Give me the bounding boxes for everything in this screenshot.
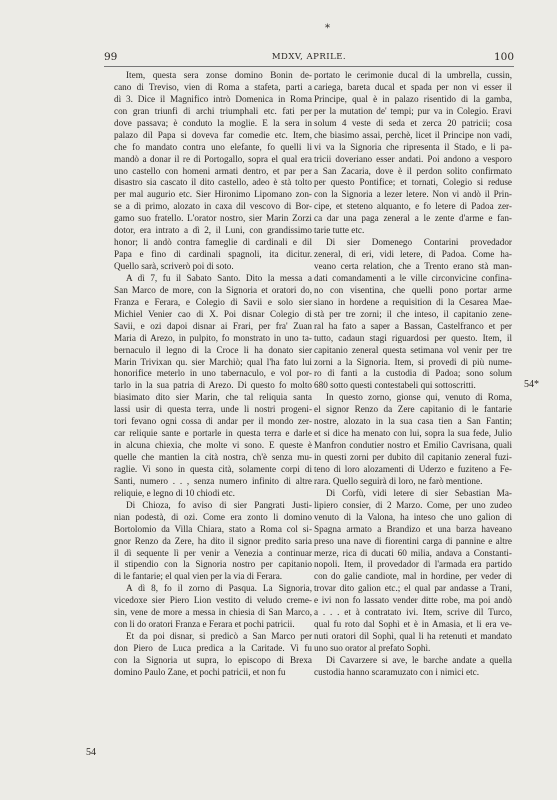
text-line: Quello sarà, scriverò poi di soto. bbox=[114, 261, 234, 271]
text-line: di le fantarie; el qual vien per la via di Ferara. bbox=[114, 571, 283, 582]
text-line: et si dice ha menato con lui, sopra la sua fede, Julio bbox=[314, 428, 512, 439]
text-line: Papa e fino di cardinali spagnoli, ita dicitur. bbox=[114, 249, 312, 260]
text-line: venuto di la Valona, ha inteso che uno galion di bbox=[314, 511, 512, 522]
text-line: lassi usir di questa terra, unde li nostri progeni- bbox=[114, 404, 312, 415]
text-line: bernaculo il legno di la Croce li ha donato sier bbox=[114, 344, 312, 355]
text-line: gnor Renzo da Zere, ha dito il signor predito saria bbox=[114, 535, 312, 546]
text-line: nostre, alozato in la sua casa tien a San Fantin; bbox=[314, 416, 512, 427]
text-line: biasimato dito sier Marin, che tal reliquia santa bbox=[114, 392, 312, 403]
text-line: ca dar una paga zeneral a le zente d'arme e fan- bbox=[314, 213, 512, 224]
text-line: tricii doveriano esser andati. Poi andono a vesporo bbox=[314, 153, 512, 164]
text-line: nian podestà, di ozi. Come era zonto li domino bbox=[114, 511, 312, 522]
text-line: 680 sotto questi contestabeli qui sottoscritti. bbox=[314, 380, 476, 391]
text-line: a . . . et à contratato ivi. Item, scrive dil Turco, bbox=[314, 607, 512, 618]
text-line: reliquie, e legno di 10 chiodi etc. bbox=[114, 487, 235, 498]
text-line: A dì 8, fo il zorno di Pasqua. La Signoria, bbox=[126, 583, 312, 594]
text-line: con la Signoria a lezer letere. Non vi andò il Prin- bbox=[314, 189, 512, 200]
text-line: se a dì primo, alozato in caxa dil vescovo di Bor- bbox=[114, 201, 312, 212]
text-line: Di Corfù, vidi letere di sier Sebastian Ma- bbox=[326, 487, 512, 498]
text-line: vi va la Signoria che ripresenta il Stado, e li pa- bbox=[314, 141, 512, 152]
text-line: Principe, qual è in palazo risentido di la gamba, bbox=[314, 93, 512, 104]
text-line: in alcuna chiexia, che molte vi sono. E queste è bbox=[114, 440, 312, 451]
text-line: uno castello con homeni armati dentro, et par per bbox=[114, 165, 312, 176]
text-line: trovar dito galion etc.; el qual par andasse a Trani, bbox=[314, 583, 512, 594]
text-line: zeneral, di eri, vidi letere, di Padoa. Come ha- bbox=[314, 249, 512, 260]
text-line: tarie tutte etc. bbox=[314, 225, 365, 236]
text-line: domino Paulo Zane, et pochi patricii, et non fu bbox=[114, 666, 286, 677]
text-line: raglie. Vi sono in questa cità, solamente corpi di bbox=[114, 463, 312, 474]
text-line: ro di fanti a la custodia di Padoa; sono solum bbox=[314, 368, 512, 379]
text-line: Et da poi disnar, si predicò a San Marco per bbox=[126, 631, 312, 642]
text-line: con li do oratori Franza e Ferara et pochi patricii. bbox=[114, 619, 295, 630]
text-line: Di Cavarzere si ave, le barche andate a quella bbox=[326, 654, 512, 665]
text-line: no con visentina, che quelli pono portar arme bbox=[314, 284, 512, 295]
text-line: sin, vene de more a messa in chiesia di San Marco, bbox=[114, 607, 312, 618]
text-line: zorni a la Signoria. Item, si provedi di più nume- bbox=[314, 356, 512, 367]
text-line: preso una nave di fiorentini carga di pannine e altre bbox=[314, 535, 512, 546]
text-line: e ivi non fo lassato vender ditte robe, ma poi andò bbox=[314, 595, 512, 606]
text-line: dì 3. Dice il Magnifico intrò Domenica in Roma bbox=[114, 93, 312, 104]
text-line: Spagna armato a Brandizo et una barza haveano bbox=[314, 523, 512, 534]
text-line: teno di loro alozamenti di Uderzo e fuziteno a Fe- bbox=[314, 463, 512, 474]
text-line: merze, rica di ducati 60 milia, andava a Constanti- bbox=[314, 547, 512, 558]
top-mark: * bbox=[325, 23, 330, 34]
text-line: in questi zorni per dubito dil capitanio zeneral fuzi- bbox=[314, 452, 512, 462]
text-line: Di sier Domenego Contarini provedador bbox=[326, 237, 512, 248]
text-line: per mal augurio etc. Sier Hironimo Lipomano zon- bbox=[114, 189, 312, 200]
text-line: palazo dil Papa si doveva far comedie etc. Item, bbox=[114, 129, 312, 140]
text-line: honorifice meterlo in uno tabernaculo, e vol por- bbox=[114, 368, 312, 379]
header-rule bbox=[104, 66, 514, 67]
right-page-number: 100 bbox=[493, 51, 514, 63]
text-line: car reliquie sante e portarle in questa terra e darle bbox=[114, 428, 312, 439]
text-line: che fo mandato contra uno elefante, fo quelli li bbox=[114, 141, 312, 152]
text-line: con do galie candiote, mal in hordine, per veder di bbox=[314, 571, 512, 582]
right-text-column bbox=[314, 70, 512, 679]
text-line: veano certa relation, che a Trento erano stà man- bbox=[314, 261, 512, 271]
text-line: A dì 7, fu il Sabato Santo. Dito la messa a bbox=[126, 272, 312, 283]
text-line: capitanio zeneral questa setimana vol venir per tre bbox=[314, 344, 512, 355]
text-line: lipiero consier, di 2 Marzo. Come, per uno zudeo bbox=[314, 499, 512, 510]
text-line: dotor, era intrato a dì 2, il Luni, con grandissimo bbox=[114, 225, 312, 236]
margin-number-right: 54* bbox=[524, 379, 539, 390]
text-line: con la Signoria ut supra, lo episcopo di Brexa bbox=[114, 654, 312, 665]
text-line: Michiel Venier cao di X. Poi disnar Colegio di bbox=[114, 308, 312, 319]
text-line: Bortolomio da Villa Chiara, stato a Roma col si- bbox=[114, 523, 312, 534]
text-line: Marin Trivixan qu. sier Marchiò; qual l'ha fato lui bbox=[114, 356, 312, 367]
text-line: ral ha fato a saper a Bassan, Castelfranco et per bbox=[314, 320, 512, 331]
text-line: per questo Pontifice; et tornati, Colegio si reduse bbox=[314, 177, 512, 188]
text-line: dati comandamenti a le ville circonvicine confina- bbox=[314, 272, 512, 283]
text-line: mandò a donar il re di Portogallo, sopra el qual era bbox=[114, 153, 312, 164]
text-line: rara. Quello seguirà di loro, ne farò mentione. bbox=[314, 475, 483, 486]
text-line: San Marco de more, con la Signoria et oratori do, bbox=[114, 284, 312, 295]
text-line: Santi, numero . . , senza numero infinito di altre bbox=[114, 475, 312, 486]
text-line: gamo suo fratello. L'orator nostro, sier Marin Zorzi bbox=[114, 213, 312, 224]
text-line: per la mutation de' tempi; pur va in Colegio. Eravi bbox=[314, 105, 512, 116]
text-line: uno suo orator al prefato Sophì. bbox=[314, 643, 431, 653]
text-line: el signor Renzo da Zere capitanio di le fantarie bbox=[314, 404, 512, 415]
text-line: il dì sequente lì per venir a Venezia a continuar bbox=[114, 547, 312, 558]
text-line: custodia hanno scaramuzato con i nimici etc. bbox=[314, 666, 480, 677]
left-text-column bbox=[114, 70, 312, 679]
text-line: disastro sia cascato il dito castello, adeo è stà tolto bbox=[114, 177, 312, 188]
text-line: Savii, e ozi dapoi disnar ai Frari, per fra' Zuan bbox=[114, 320, 312, 331]
text-line: il stipendio con la Signoria nostro per capitanio bbox=[114, 559, 312, 570]
text-line: tutto, cadaun stagi riguardosi per questo. Item, il bbox=[314, 332, 512, 343]
text-line: Di Chioza, fo aviso di sier Pangrati Justi- bbox=[126, 499, 312, 510]
text-line: vicedoxe sier Piero Lion vestito di veludo creme- bbox=[114, 595, 312, 606]
text-line: con gran triunfi di archi triumphali etc. fati per bbox=[114, 105, 312, 116]
text-line: nopoli. Item, il provedador di l'armada era partido bbox=[314, 559, 512, 570]
text-line: portato le cerimonie ducal di la umbrella, cussin, bbox=[314, 70, 512, 80]
text-line: tarlo in la sua patria di Arezo. Di questo fo molto bbox=[114, 380, 312, 391]
text-line: honor; li andò contra fameglie di cardinali e dil bbox=[114, 237, 312, 248]
margin-number-left: 54 bbox=[86, 747, 96, 758]
text-line: In questo zorno, gionse qui, venuto di Roma, bbox=[326, 392, 512, 403]
text-line: siano in hordene a requisition di la Cesarea Mae- bbox=[314, 296, 512, 307]
text-line: stà per tre zorni; il che inteso, il capitanio zene- bbox=[314, 308, 512, 319]
text-line: quelle che mantien la cità nostra, ch'è senza mu- bbox=[114, 452, 312, 462]
text-line: Manfron condutier nostro et Emilio Cavrisana, quali bbox=[314, 440, 512, 451]
left-page-number: 99 bbox=[104, 51, 118, 63]
running-header bbox=[104, 50, 514, 64]
text-line: dove passava; è conduto la moglie. E la sera in bbox=[114, 117, 312, 128]
text-line: Item, questa sera zonse domino Bonin de- bbox=[126, 70, 312, 80]
text-line: a San Zacaria, dove è il perdon solito confirmato bbox=[314, 165, 512, 176]
text-line: cariega, bareta ducal et spada per non vi esser il bbox=[314, 81, 512, 92]
text-line: nuti oratori dil Sophì, qual li ha retenuti et mandato bbox=[314, 631, 512, 642]
text-line: tori fevano ogni cossa di andar per il mondo zer- bbox=[114, 416, 312, 427]
text-line: Maria di Arezo, in pulpito, fo monstrato in uno ta- bbox=[114, 332, 312, 343]
text-line: che biasimo assai, perchè, licet il Principe non vadi, bbox=[314, 129, 512, 140]
text-line: cano di Treviso, vien di Roma a stafeta, parti a bbox=[114, 81, 312, 92]
text-line: solum 4 veste di seda et zerca 20 patricii; cosa bbox=[314, 117, 512, 128]
text-line: cipe, et steteno alquanto, e fo letere di Padoa zer- bbox=[314, 201, 512, 212]
text-line: Franza e Ferara, e Colegio di Savii e solo sier bbox=[114, 296, 312, 307]
running-title: MDXV, APRILE. bbox=[271, 52, 347, 62]
text-line: don Piero de Luca predica a la Caritade. Vi fu bbox=[114, 643, 312, 653]
text-line: qual fu roto dal Sophì et è in Amasia, et li era ve- bbox=[314, 619, 512, 630]
